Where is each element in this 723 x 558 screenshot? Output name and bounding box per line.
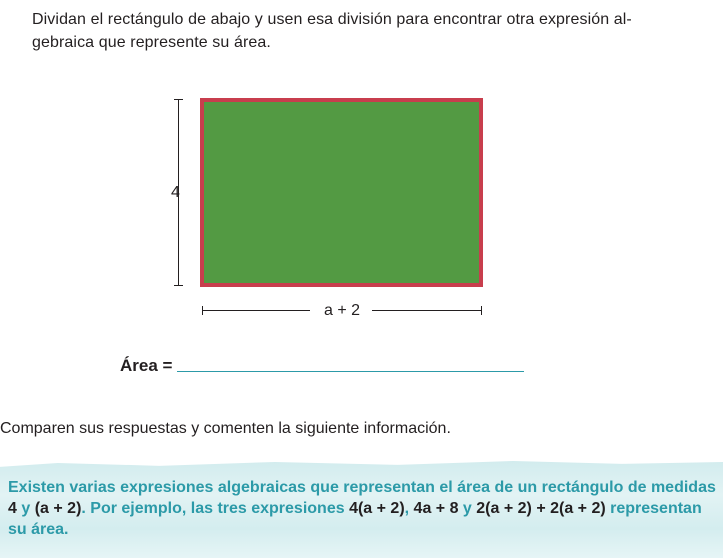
height-tick-bottom [174, 285, 183, 286]
info-text-4: , [404, 500, 414, 517]
width-tick-left [202, 306, 203, 315]
info-key-4: 4a + 8 [413, 500, 459, 517]
rectangle [200, 98, 483, 287]
width-dimension-line-right [372, 310, 481, 311]
height-tick-top [174, 99, 183, 100]
info-text-1: Existen varias expresiones algebraicas que representan el área de un rectángulo de medidas [8, 479, 716, 496]
height-label: 4 [171, 184, 180, 201]
instruction-text: Dividan el rectángulo de abajo y usen esa división para encontrar otra expresión al-gebraica que represente su área. [32, 11, 632, 51]
info-box-text [8, 477, 720, 540]
width-label: a + 2 [323, 302, 361, 319]
info-text-6: representan su área. [8, 500, 702, 538]
info-key-1: 4 [8, 500, 17, 517]
compare-text: Comparen sus respuestas y comenten la siguiente información. [0, 420, 451, 437]
width-dimension-line-left [202, 310, 310, 311]
width-tick-right [481, 306, 482, 315]
info-key-3: 4(a + 2) [349, 500, 405, 517]
info-text-3: . Por ejemplo, las tres expresiones [81, 500, 350, 517]
area-answer-line[interactable] [177, 371, 524, 372]
info-key-5: 2(a + 2) + 2(a + 2) [476, 500, 606, 517]
area-label: Área = [120, 356, 173, 375]
info-text-5: y [458, 500, 477, 517]
info-key-2: (a + 2) [34, 500, 82, 517]
info-text-2: y [16, 500, 35, 517]
